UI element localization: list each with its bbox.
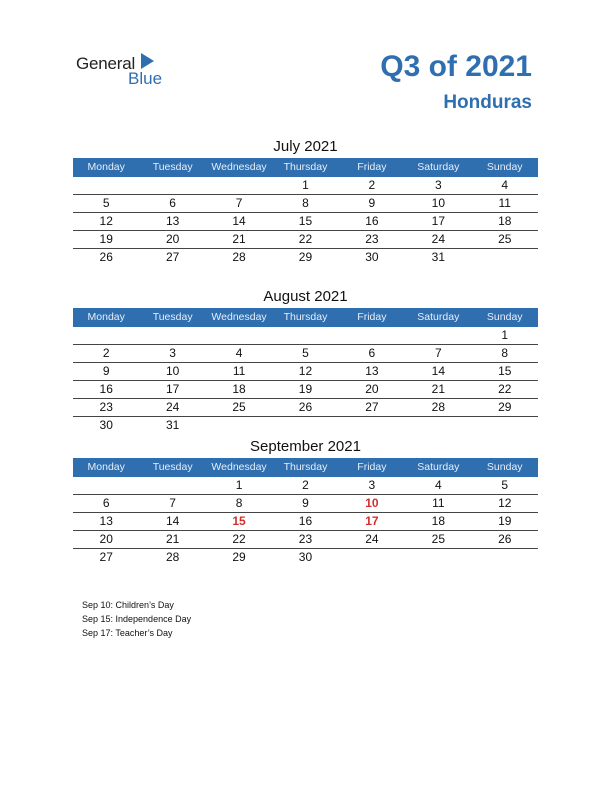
day-cell: 23 <box>298 532 313 546</box>
weekday-label: Saturday <box>417 161 460 173</box>
day-cell: 17 <box>165 382 180 396</box>
weekday-label: Monday <box>87 161 125 173</box>
day-cell: 25 <box>431 532 445 546</box>
day-cell: 21 <box>431 382 445 396</box>
day-cell: 18 <box>498 214 512 228</box>
week-row <box>73 345 538 363</box>
day-cell: 23 <box>365 232 379 246</box>
logo-triangle-icon <box>141 53 154 69</box>
day-cell: 16 <box>298 514 313 528</box>
day-cell <box>339 327 405 344</box>
day-cell: 18 <box>232 382 246 396</box>
weekday-label: Sunday <box>486 161 523 173</box>
day-cell: 6 <box>368 346 376 360</box>
weekday-label: Wednesday <box>211 461 267 473</box>
day-cell: 2 <box>302 478 309 492</box>
day-cell <box>206 417 272 434</box>
day-cell <box>339 417 405 434</box>
day-cell: 27 <box>99 550 113 564</box>
day-cell: 30 <box>99 418 113 432</box>
day-cell: 12 <box>298 364 313 378</box>
country-title: Honduras <box>443 92 532 113</box>
day-cell: 30 <box>365 250 379 264</box>
day-cell <box>472 417 538 434</box>
weekday-header-row <box>73 458 538 477</box>
week-row <box>73 195 538 213</box>
day-cell: 4 <box>501 178 509 192</box>
day-cell: 27 <box>165 250 180 264</box>
day-cell: 15 <box>298 214 313 228</box>
day-cell: 22 <box>298 232 313 246</box>
holiday-note: Sep 17: Teacher’s Day <box>82 628 173 638</box>
day-cell: 14 <box>232 214 246 228</box>
day-cell: 12 <box>99 214 113 228</box>
week-row <box>73 381 538 399</box>
week-row <box>73 417 538 434</box>
month-title: July 2021 <box>273 138 338 155</box>
generalblue-logo <box>76 52 176 92</box>
weekday-label: Tuesday <box>152 161 193 173</box>
weekday-label: Friday <box>357 311 387 323</box>
day-cell: 27 <box>365 400 379 414</box>
weekday-label: Thursday <box>283 311 328 323</box>
day-cell: 29 <box>232 550 246 564</box>
day-cell <box>139 177 205 194</box>
holiday-note: Sep 10: Children’s Day <box>82 600 174 610</box>
day-cell: 29 <box>298 250 313 264</box>
day-cell: 22 <box>498 382 512 396</box>
day-cell: 20 <box>99 532 113 546</box>
weekday-label: Thursday <box>283 161 328 173</box>
day-cell: 4 <box>434 478 442 492</box>
day-cell: 26 <box>298 400 313 414</box>
day-cell <box>472 549 538 566</box>
day-cell: 19 <box>498 514 512 528</box>
day-cell: 16 <box>365 214 379 228</box>
day-cell <box>206 177 272 194</box>
day-cell <box>339 549 405 566</box>
day-cell: 8 <box>501 346 509 360</box>
day-cell: 6 <box>169 196 176 210</box>
day-cell: 2 <box>368 178 376 192</box>
day-cell: 20 <box>165 232 180 246</box>
day-cell: 31 <box>431 250 445 264</box>
day-cell: 11 <box>498 196 511 210</box>
day-cell <box>405 549 471 566</box>
day-cell: 4 <box>235 346 243 360</box>
day-cell: 9 <box>368 196 376 210</box>
weekday-label: Saturday <box>417 461 460 473</box>
month-september <box>73 436 538 566</box>
day-cell: 7 <box>235 196 243 210</box>
week-row <box>73 531 538 549</box>
day-cell <box>472 249 538 266</box>
day-cell: 6 <box>102 496 110 510</box>
day-cell: 19 <box>99 232 113 246</box>
day-cell: 21 <box>165 532 180 546</box>
day-cell: 20 <box>365 382 379 396</box>
weekday-label: Tuesday <box>152 311 193 323</box>
logo-text-general: General <box>76 54 136 73</box>
month-august <box>73 286 538 434</box>
week-row <box>73 177 538 195</box>
day-cell: 13 <box>165 214 180 228</box>
day-cell: 28 <box>431 400 445 414</box>
day-cell: 5 <box>102 196 110 210</box>
day-cell: 8 <box>302 196 309 210</box>
holiday-note: Sep 15: Independence Day <box>82 614 192 624</box>
day-cell: 9 <box>102 364 110 378</box>
weekday-label: Friday <box>357 461 387 473</box>
weekday-label: Sunday <box>486 461 523 473</box>
day-cell: 25 <box>232 400 246 414</box>
week-row <box>73 327 538 345</box>
day-cell: 12 <box>498 496 512 510</box>
day-cell: 10 <box>165 364 180 378</box>
day-cell: 22 <box>232 532 246 546</box>
week-row <box>73 477 538 495</box>
week-row <box>73 399 538 417</box>
weekday-label: Monday <box>87 311 125 323</box>
day-cell: 10 <box>431 196 445 210</box>
day-cell: 26 <box>99 250 113 264</box>
day-cell: 2 <box>102 346 110 360</box>
day-cell: 21 <box>232 232 246 246</box>
day-cell: 3 <box>434 178 442 192</box>
day-cell: 5 <box>302 346 309 360</box>
day-cell <box>272 327 338 344</box>
logo-text-blue: Blue <box>128 69 163 88</box>
day-cell: 10 <box>365 496 379 510</box>
day-cell: 16 <box>99 382 113 396</box>
quarter-title: Q3 of 2021 <box>380 50 532 83</box>
weekday-header-row <box>73 308 538 327</box>
day-cell: 14 <box>431 364 445 378</box>
day-cell: 29 <box>498 400 512 414</box>
day-cell: 15 <box>498 364 512 378</box>
day-cell: 7 <box>434 346 442 360</box>
day-cell: 24 <box>365 532 379 546</box>
week-row <box>73 513 538 531</box>
day-cell: 5 <box>501 478 509 492</box>
week-row <box>73 495 538 513</box>
weekday-label: Thursday <box>283 461 328 473</box>
weekday-label: Wednesday <box>211 161 267 173</box>
day-cell <box>73 477 139 494</box>
month-title: September 2021 <box>250 438 361 455</box>
day-cell <box>405 417 471 434</box>
day-cell: 30 <box>298 550 313 564</box>
day-cell: 15 <box>232 514 246 528</box>
day-cell: 13 <box>99 514 113 528</box>
weekday-label: Saturday <box>417 311 460 323</box>
weekday-label: Friday <box>357 161 387 173</box>
day-cell: 1 <box>501 328 509 342</box>
week-row <box>73 249 538 266</box>
weekday-label: Tuesday <box>152 461 193 473</box>
day-cell: 18 <box>431 514 445 528</box>
week-row <box>73 363 538 381</box>
day-cell <box>272 417 338 434</box>
day-cell: 23 <box>99 400 113 414</box>
day-cell: 3 <box>368 478 376 492</box>
weekday-label: Monday <box>87 461 125 473</box>
weekday-header-row <box>73 158 538 177</box>
day-cell <box>206 327 272 344</box>
day-cell: 31 <box>165 418 180 432</box>
day-cell <box>73 327 139 344</box>
weekday-label: Wednesday <box>211 311 267 323</box>
week-row <box>73 549 538 566</box>
day-cell <box>405 327 471 344</box>
day-cell: 26 <box>498 532 512 546</box>
day-cell: 24 <box>431 232 445 246</box>
day-cell: 19 <box>298 382 313 396</box>
day-cell: 13 <box>365 364 379 378</box>
day-cell: 28 <box>232 250 246 264</box>
day-cell: 11 <box>232 364 246 378</box>
day-cell: 17 <box>431 214 445 228</box>
day-cell: 14 <box>165 514 180 528</box>
month-title: August 2021 <box>263 288 348 305</box>
day-cell <box>139 477 205 494</box>
day-cell: 24 <box>165 400 180 414</box>
day-cell: 28 <box>165 550 180 564</box>
day-cell: 25 <box>498 232 512 246</box>
day-cell: 8 <box>235 496 243 510</box>
day-cell: 1 <box>302 178 309 192</box>
day-cell <box>73 177 139 194</box>
weekday-label: Sunday <box>486 311 523 323</box>
holiday-notes <box>82 598 191 640</box>
day-cell: 1 <box>235 478 243 492</box>
week-row <box>73 231 538 249</box>
day-cell: 7 <box>169 496 176 510</box>
month-july <box>73 136 538 266</box>
day-cell: 3 <box>169 346 176 360</box>
week-row <box>73 213 538 231</box>
day-cell <box>139 327 205 344</box>
day-cell: 9 <box>302 496 309 510</box>
day-cell: 17 <box>365 514 379 528</box>
day-cell: 11 <box>432 496 445 510</box>
